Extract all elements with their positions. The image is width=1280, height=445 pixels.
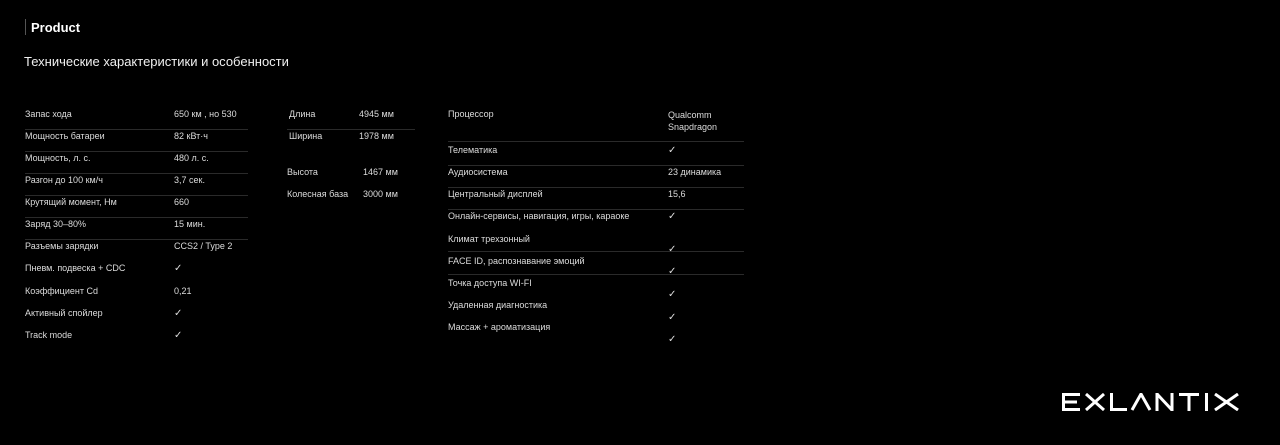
spec-value: Qualcomm Snapdragon — [668, 110, 718, 132]
spec-value: 82 кВт·ч — [174, 131, 208, 141]
check-icon: ✓ — [174, 263, 183, 274]
spec-label: FACE ID, распознавание эмоций — [448, 256, 585, 266]
spec-value: CCS2 / Type 2 — [174, 241, 233, 251]
spec-label: Массаж + ароматизация — [448, 322, 551, 332]
spec-label: Онлайн-сервисы, навигация, игры, караоке — [448, 211, 630, 221]
brand-logo — [1062, 393, 1240, 411]
spec-value: 15,6 — [668, 189, 686, 199]
specs-features-table — [448, 109, 744, 349]
spec-label: Разгон до 100 км/ч — [25, 175, 103, 185]
spec-value: 650 км , но 530 — [174, 109, 237, 119]
spec-label: Удаленная диагностика — [448, 300, 548, 310]
spec-value: 0,21 — [174, 286, 192, 296]
spec-label: Телематика — [448, 145, 498, 155]
spec-label: Ширина — [289, 131, 323, 141]
check-icon: ✓ — [668, 289, 677, 300]
divider — [448, 251, 744, 252]
spec-value: 660 — [174, 197, 190, 207]
specs-left-table — [25, 109, 248, 349]
spec-value: 23 динамика — [668, 167, 722, 177]
spec-label: Аудиосистема — [448, 167, 508, 177]
spec-label: Длина — [289, 109, 316, 119]
spec-value: 4945 мм — [359, 109, 394, 119]
spec-value: 480 л. с. — [174, 153, 209, 163]
spec-label: Центральный дисплей — [448, 189, 543, 199]
spec-label: Мощность батареи — [25, 131, 105, 141]
check-icon: ✓ — [668, 211, 677, 222]
specs-dimensions-table — [287, 109, 415, 209]
spec-label: Колесная база — [287, 189, 349, 199]
spec-label: Климат трехзонный — [448, 234, 530, 244]
check-icon: ✓ — [174, 330, 183, 341]
check-icon: ✓ — [668, 266, 677, 277]
divider — [448, 274, 744, 275]
spec-value: 1467 мм — [363, 167, 398, 177]
check-icon: ✓ — [668, 244, 677, 255]
spec-value: 3000 мм — [363, 189, 398, 199]
check-icon: ✓ — [668, 145, 677, 156]
spec-value: 3,7 сек. — [174, 175, 205, 185]
check-icon: ✓ — [668, 334, 677, 345]
spec-label: Точка доступа WI-FI — [448, 278, 532, 288]
spec-label: Пневм. подвеска + CDC — [25, 263, 126, 273]
spec-label: Разъемы зарядки — [25, 241, 99, 251]
spec-label: Активный спойлер — [25, 308, 103, 318]
divider — [287, 129, 415, 130]
spec-label: Мощность, л. с. — [25, 153, 91, 163]
check-icon: ✓ — [174, 308, 183, 319]
spec-label: Track mode — [25, 330, 73, 340]
page-title: Технические характеристики и особенности — [24, 54, 289, 69]
spec-label: Крутящий момент, Нм — [25, 197, 117, 207]
header — [25, 19, 80, 35]
spec-label: Процессор — [448, 109, 494, 119]
spec-label: Коэффициент Cd — [25, 286, 98, 296]
spec-value: 1978 мм — [359, 131, 394, 141]
spec-label: Заряд 30–80% — [25, 219, 87, 229]
header-title: Product — [31, 20, 81, 35]
check-icon: ✓ — [668, 312, 677, 323]
divider — [448, 141, 744, 142]
spec-label: Высота — [287, 167, 318, 177]
spec-label: Запас хода — [25, 109, 72, 119]
spec-value: 15 мин. — [174, 219, 206, 229]
